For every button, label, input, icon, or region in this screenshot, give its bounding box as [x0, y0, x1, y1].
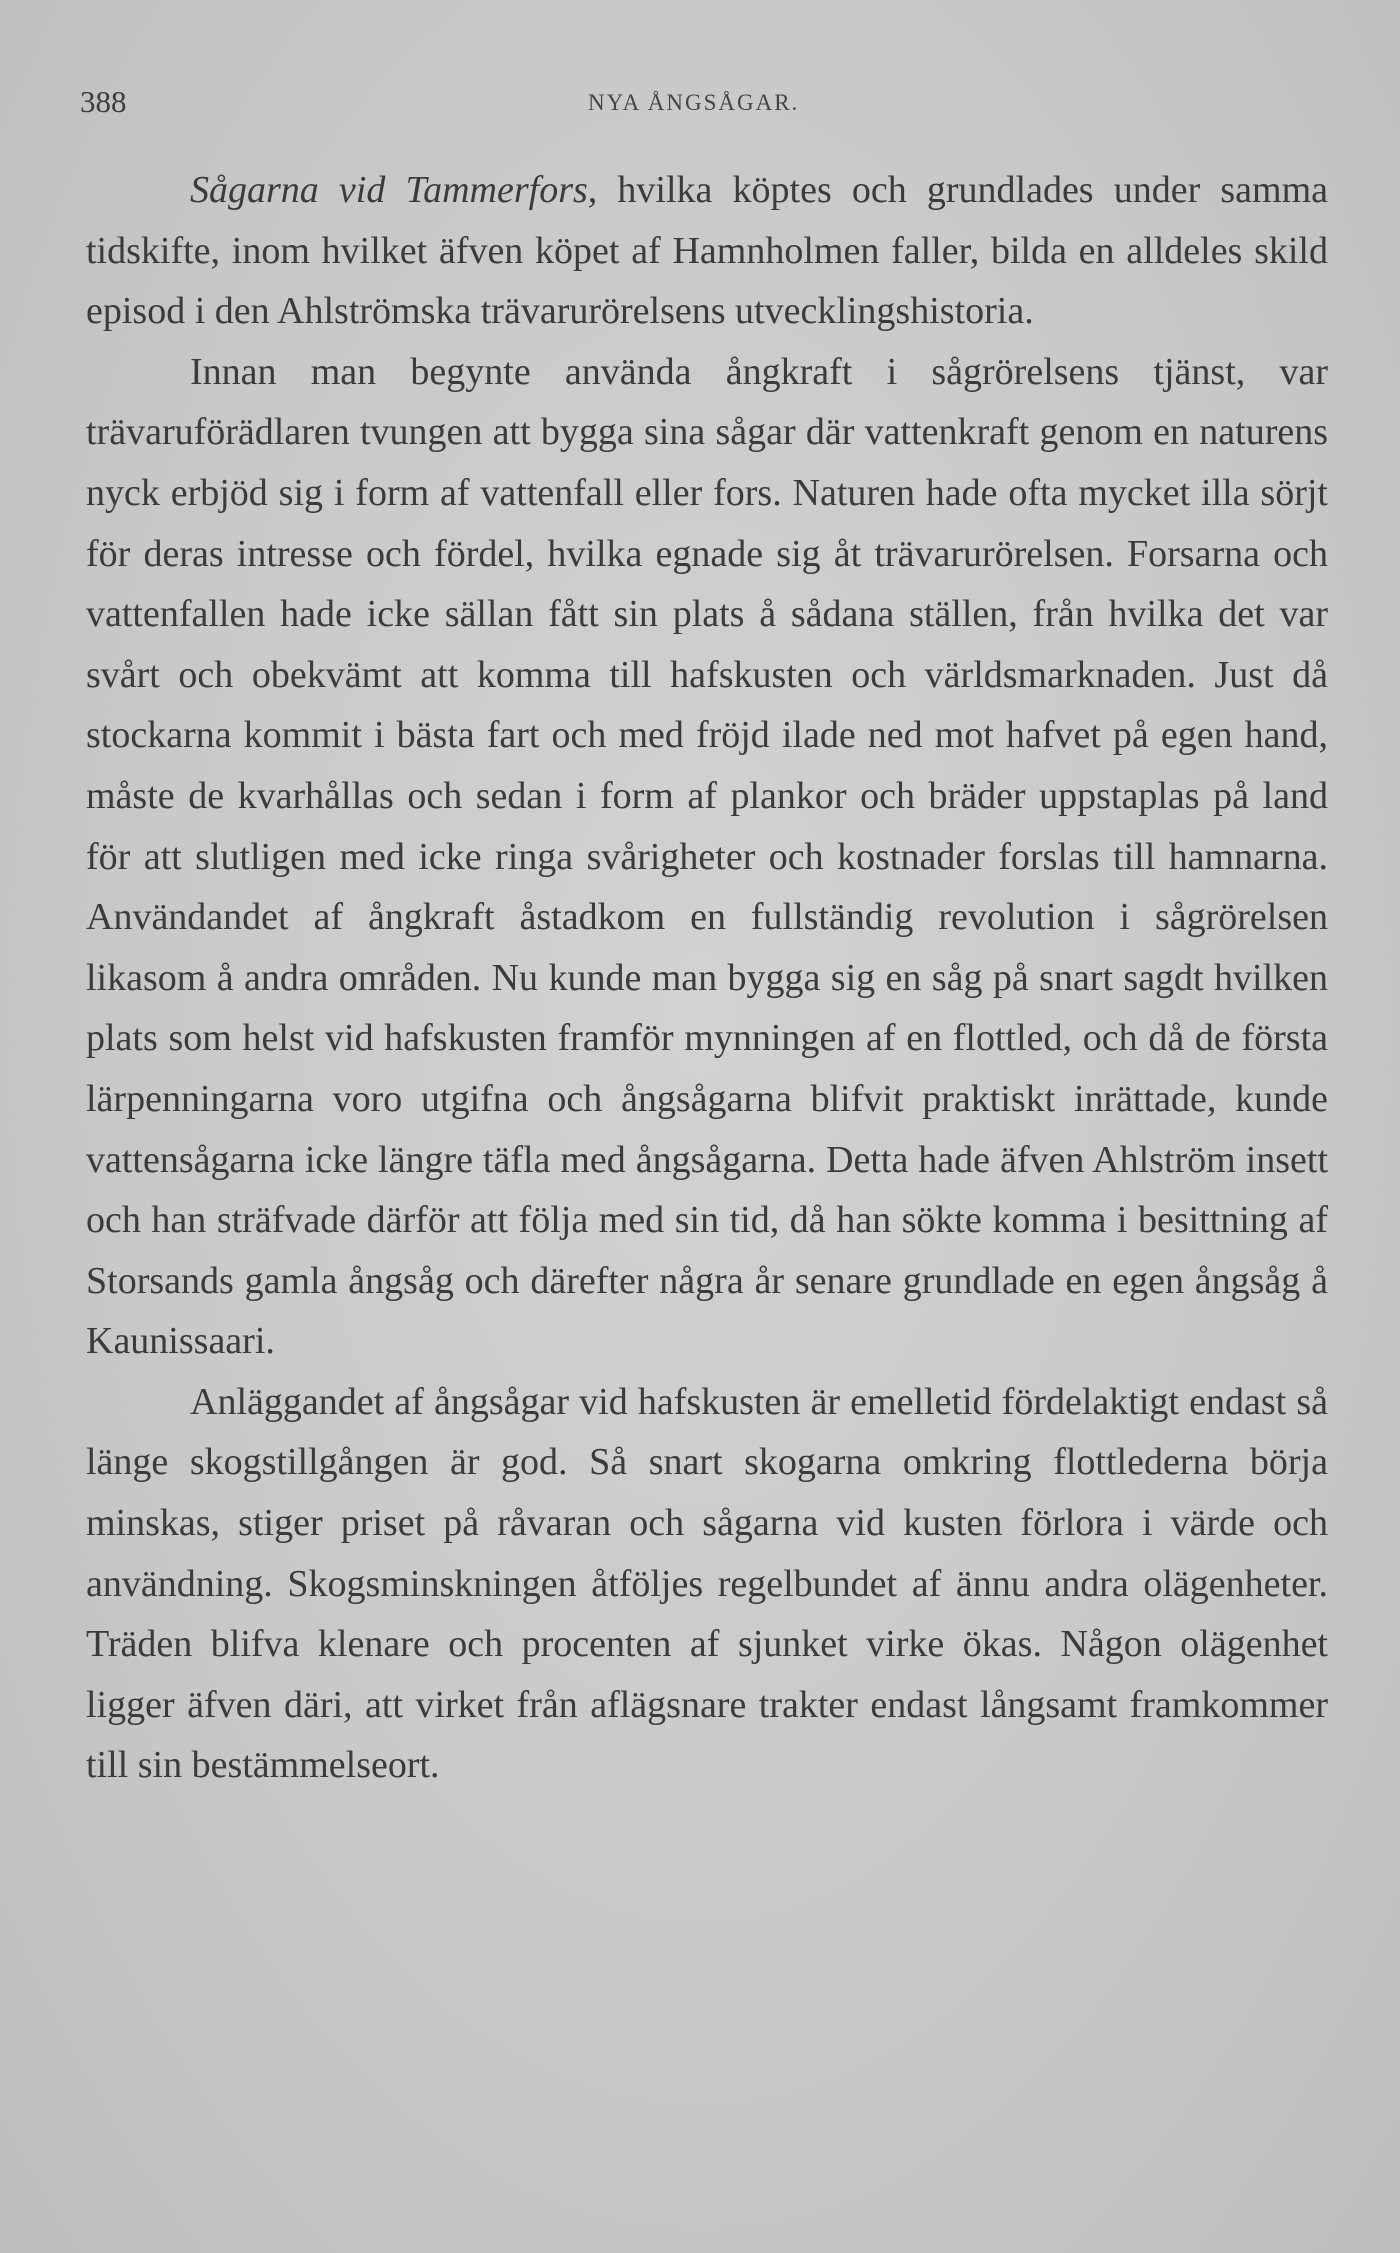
running-title: NYA ÅNGSÅGAR.	[588, 90, 800, 115]
paragraph-1-italic-lead: Sågarna vid Tammerfors,	[190, 169, 598, 211]
paragraph-3-text: Anläggandet af ångsågar vid hafskusten är emelletid fördelaktigt endast så länge skogstillgången är god. Så snart skogarna omkring flottlederna börja minskas, stiger priset på råvaran och sågarna vid kusten förlora i värde och användning. Skogsminskningen åtföljes regelbundet af ännu andra olägenheter. Träden blifva klenare och procenten af sjunket virke ökas. Någon olägenhet ligger äfven däri, att virket från aflägsnare trakter endast långsamt framkommer till sin bestämmelseort.	[86, 1380, 1328, 1787]
paragraph-1-text: hvilka köptes och grundlades under samma tidskifte, inom hvilket äfven köpet af Hamnholmen faller, bilda en alldeles skild episod i den Ahlströmska trävarurörelsens utvecklingshistoria.	[86, 169, 1329, 333]
body-text	[86, 160, 1328, 1796]
page-number: 388	[80, 84, 127, 119]
paragraph-1	[86, 160, 1328, 342]
paragraph-2-text: Innan man begynte använda ångkraft i sågrörelsens tjänst, var trävaruförädlaren tvungen att bygga sina sågar där vattenkraft genom en naturens nyck erbjöd sig i form af vattenfall eller fors. Naturen hade ofta mycket illa sörjt för deras intresse och fördel, hvilka egnade sig åt trävarurörelsen. Forsarna och vattenfallen hade icke sällan fått sin plats å sådana ställen, från hvilka det var svårt och obekvämt att komma till hafskusten och världsmarknaden. Just då stockarna kommit i bästa fart och med fröjd ilade ned mot hafvet på egen hand, måste de kvarhållas och sedan i form af plankor och bräder uppstaplas på land för att slutligen med icke ringa svårigheter och kostnader forslas till hamnarna. Användandet af ångkraft åstadkom en fullständig revolution i sågrörelsen likasom å andra områden. Nu kunde man bygga sig en såg på snart sagdt hvilken plats som helst vid hafskusten framför mynningen af en flottled, och då de första lärpenningarna voro utgifna och ångsågarna blifvit praktiskt inrättade, kunde vattensågarna icke längre täfla med ångsågarna. Detta hade äfven Ahlström insett och han sträfvade därför att följa med sin tid, då han sökte komma i besittning af Storsands gamla ångsåg och därefter några år senare grundlade en egen ångsåg å Kaunissaari.	[86, 350, 1328, 1363]
running-head	[80, 84, 1340, 124]
paragraph-2	[86, 342, 1328, 1372]
paragraph-3	[86, 1372, 1328, 1796]
